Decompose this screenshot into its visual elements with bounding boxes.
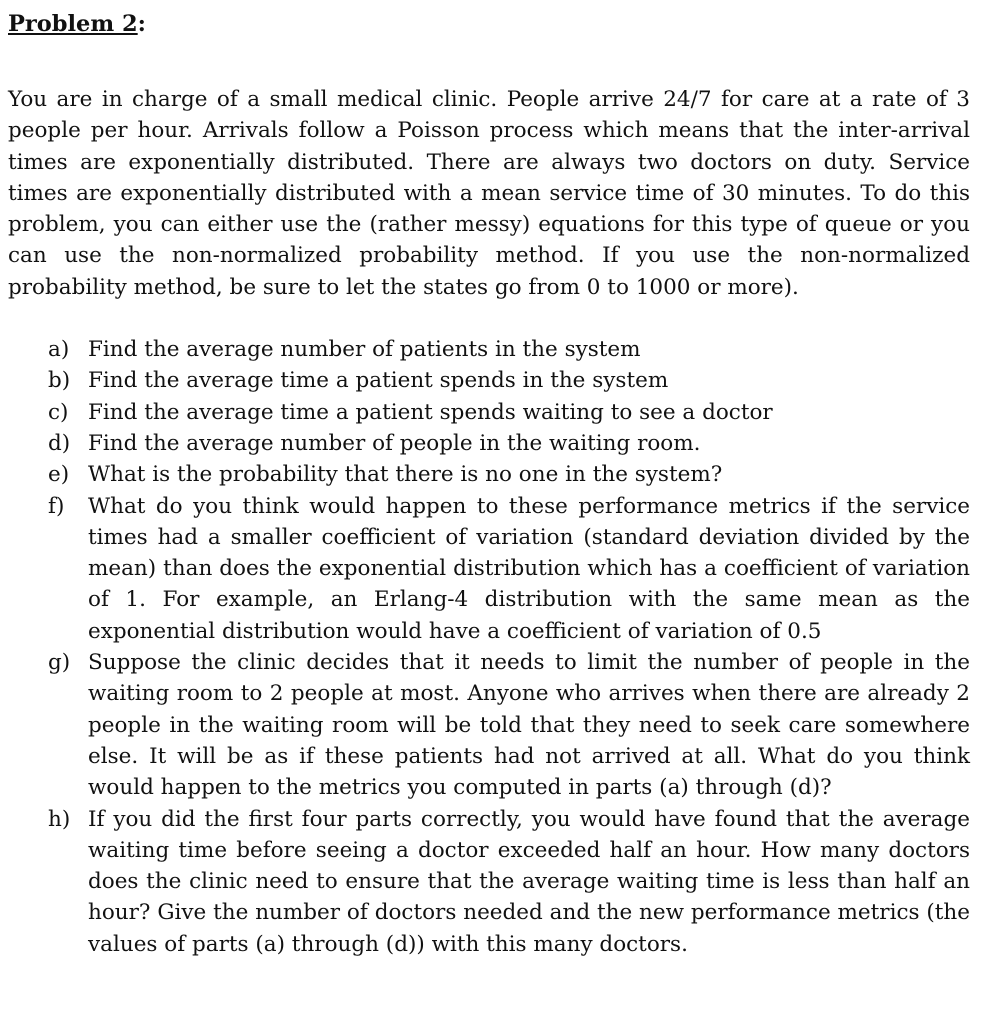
problem-title-text: Problem 2 — [8, 11, 138, 37]
question-text: Find the average time a patient spends in the system — [88, 368, 669, 394]
question-item-d — [8, 428, 970, 459]
question-item-h — [8, 804, 970, 960]
problem-intro: You are in charge of a small medical clinic. People arrive 24/7 for care at a rate of 3 people per hour. Arrivals follow a Poisson process which means that the inter-arrival times are exponentially distributed. There are always two doctors on duty. Service times are exponentially distributed with a mean service time of 30 minutes. To do this problem, you can either use the (rather messy) equations for this type of queue or you can use the non-normalized probability method. If you use the non-normalized probability method, be sure to let the states go from 0 to 1000 or more). — [8, 87, 970, 300]
question-label: f) — [48, 493, 65, 519]
question-text: Find the average number of people in the waiting room. — [88, 430, 701, 456]
question-label: c) — [48, 399, 69, 425]
question-text: Find the average time a patient spends waiting to see a doctor — [88, 399, 773, 425]
question-label: d) — [48, 430, 71, 456]
question-item-f — [8, 491, 970, 647]
question-item-b — [8, 365, 970, 396]
question-text: Suppose the clinic decides that it needs to limit the number of people in the waiting room to 2 people at most. Anyone who arrives when there are already 2 people in the waiting room will be told that they need to seek care somewhere else. It will be as if these patients had not arrived at all. What do you think would happen to the metrics you computed in parts (a) through (d)? — [88, 650, 970, 801]
question-label: a) — [48, 337, 70, 363]
problem-title — [8, 8, 970, 40]
question-label: g) — [48, 650, 71, 676]
question-item-g — [8, 647, 970, 803]
question-text: What is the probability that there is no one in the system? — [88, 462, 723, 488]
question-text: What do you think would happen to these performance metrics if the service times had a smaller coefficient of variation (standard deviation divided by the mean) than does the exponential distribution which has a coefficient of variation of 1. For example, an Erlang-4 distribution with the same mean as the exponential distribution would have a coefficient of variation of 0.5 — [88, 493, 970, 644]
question-label: b) — [48, 368, 71, 394]
question-item-c — [8, 397, 970, 428]
question-label: e) — [48, 462, 70, 488]
question-text: If you did the first four parts correctly, you would have found that the average waiting time before seeing a doctor exceeded half an hour. How many doctors does the clinic need to ensure that the average waiting time is less than half an hour? Give the number of doctors needed and the new performance metrics (the values of parts (a) through (d)) with this many doctors. — [88, 806, 970, 957]
question-text: Find the average number of patients in the system — [88, 337, 641, 363]
question-item-e — [8, 459, 970, 490]
document-page — [8, 8, 970, 960]
question-item-a — [8, 334, 970, 365]
question-label: h) — [48, 806, 71, 832]
problem-title-colon: : — [137, 11, 146, 37]
question-list — [8, 334, 970, 960]
